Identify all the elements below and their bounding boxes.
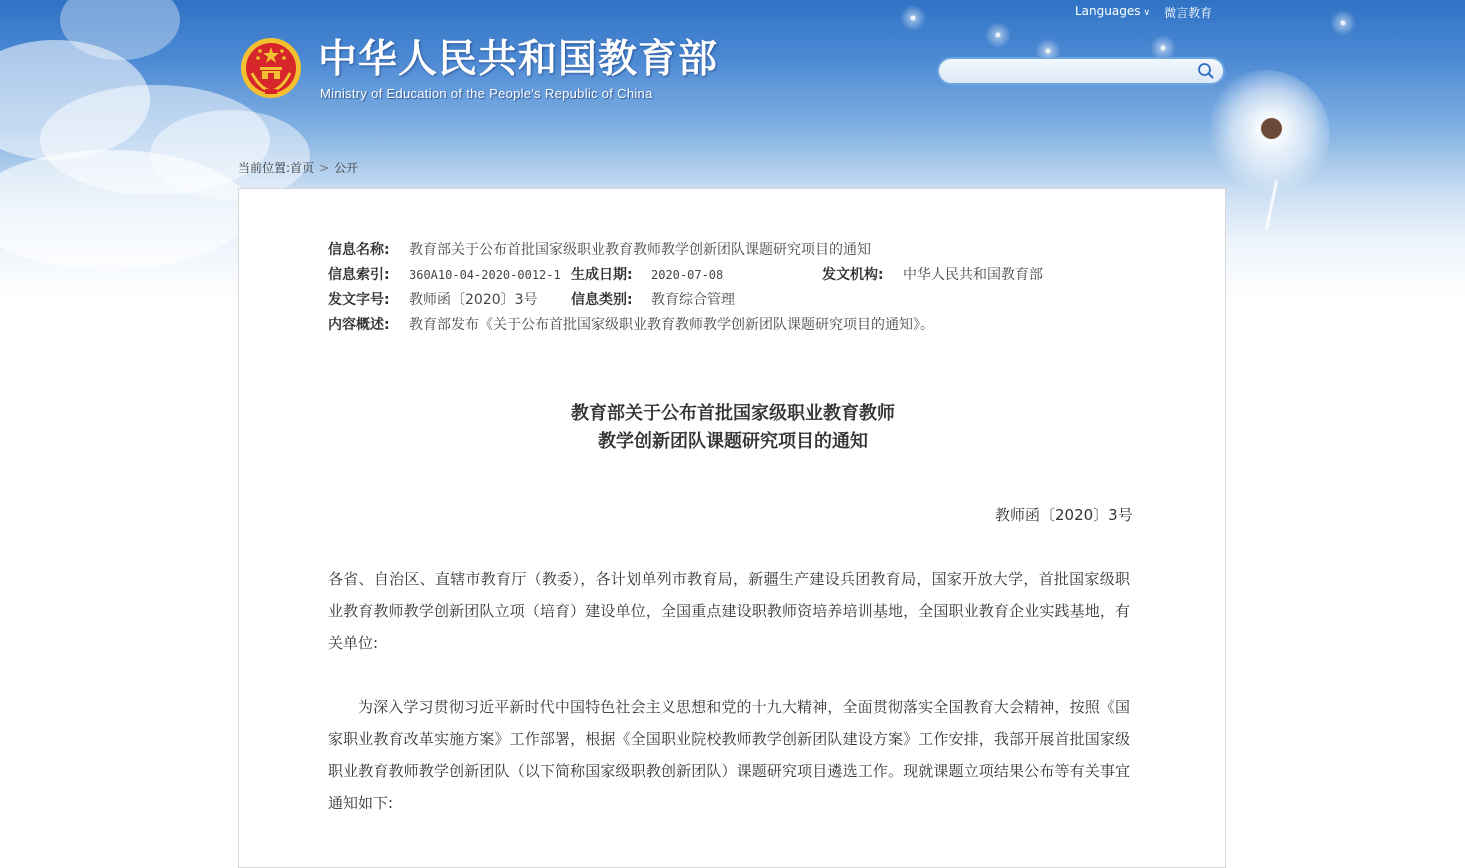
info-metadata — [328, 238, 1128, 338]
national-emblem-logo[interactable] — [240, 37, 302, 99]
site-subtitle: Ministry of Education of the People's Republic of China — [320, 86, 653, 101]
document-paragraph: 为深入学习贯彻习近平新时代中国特色社会主义思想和党的十九大精神，全面贯彻落实全国教育大会精神，按照《国家职业教育改革实施方案》工作部署，根据《全国职业院校教师教学创新团队建设方案》工作安排，我部开展首批国家级职业教育教师教学创新团队（以下简称国家级职教创新团队）课题研究项目遴选工作。现就课题立项结果公布等有关事宜通知如下: — [328, 698, 1130, 812]
document-recipients: 各省、自治区、直辖市教育厅（教委），各计划单列市教育局，新疆生产建设兵团教育局，国家开放大学，首批国家级职业教育教师教学创新团队立项（培育）建设单位，全国重点建设职教师资培养培训基地，全国职业教育企业实践基地，有关单位: — [328, 570, 1130, 652]
document-title-line1: 教育部关于公布首批国家级职业教育教师 — [571, 403, 895, 424]
info-docno-label: 发文字号: — [328, 292, 390, 308]
breadcrumb-prefix: 当前位置: — [238, 161, 291, 175]
info-index-value: 360A10-04-2020-0012-1 — [409, 268, 561, 282]
document-number: 教师函〔2020〕3号 — [995, 506, 1133, 524]
seed-decoration — [985, 22, 1011, 48]
info-category-value: 教育综合管理 — [651, 292, 735, 308]
languages-link[interactable]: Languages ∨ — [1075, 4, 1151, 18]
info-docno-value: 教师函〔2020〕3号 — [409, 292, 538, 308]
breadcrumb-separator: > — [319, 161, 330, 175]
info-name-value: 教育部关于公布首批国家级职业教育教师教学创新团队课题研究项目的通知 — [409, 242, 871, 258]
seed-decoration — [900, 5, 926, 31]
breadcrumb-home[interactable]: 首页 — [290, 161, 315, 175]
site-title[interactable]: 中华人民共和国教育部 — [318, 38, 719, 81]
info-issuer-value: 中华人民共和国教育部 — [903, 267, 1043, 283]
search-input[interactable] — [953, 62, 1197, 82]
top-links — [1075, 4, 1212, 21]
seed-decoration — [1330, 10, 1356, 36]
document-title-line2: 教学创新团队课题研究项目的通知 — [598, 431, 868, 452]
document-title — [239, 400, 1227, 456]
weiyan-link[interactable]: 微言教育 — [1164, 6, 1213, 20]
info-issuer-label: 发文机构: — [822, 267, 884, 283]
info-date-label: 生成日期: — [571, 267, 633, 283]
search-icon[interactable] — [1197, 62, 1215, 80]
info-name-label: 信息名称: — [328, 242, 390, 258]
content-panel — [238, 188, 1226, 868]
search-box — [937, 57, 1225, 85]
info-date-value: 2020-07-08 — [651, 268, 724, 282]
info-summary-label: 内容概述: — [328, 317, 390, 333]
breadcrumb-current[interactable]: 公开 — [334, 161, 359, 175]
breadcrumb — [238, 159, 358, 176]
dandelion-decoration — [1200, 70, 1330, 200]
info-index-label: 信息索引: — [328, 267, 390, 283]
chevron-down-icon: ∨ — [1143, 8, 1151, 18]
info-summary-value: 教育部发布《关于公布首批国家级职业教育教师教学创新团队课题研究项目的通知》。 — [409, 317, 934, 333]
info-category-label: 信息类别: — [571, 292, 633, 308]
